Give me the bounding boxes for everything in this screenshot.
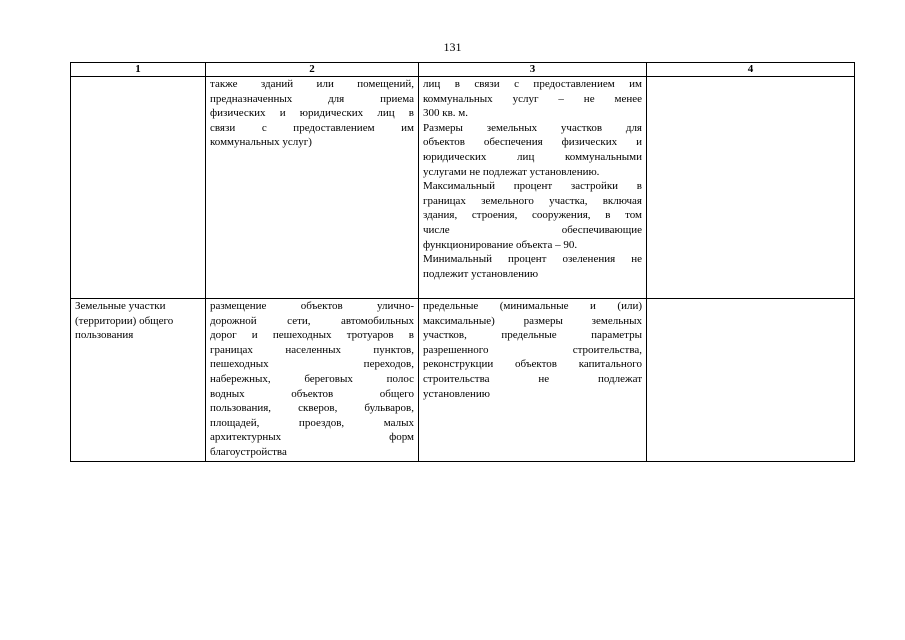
row1-notes-cell [647,77,855,299]
text-line: (территории) общего [75,314,174,327]
text-line: дорожной сети, автомобильных [210,314,414,327]
text-line: участков, предельные параметры [423,329,642,342]
text-line: связи с предоставлением им [210,121,414,134]
text-line: объектов обеспечения физических и [423,136,642,149]
text-line: коммунальных услуг – не менее [423,92,642,105]
text-line: предельные (минимальные и (или) [423,300,642,312]
text-line: границах земельного участка, включая [423,194,642,207]
text-line: лиц в связи с предоставлением им [423,78,642,90]
text-line: водных объектов общего [210,387,414,400]
text-line: подлежит установлению [423,267,539,280]
text-line: пешеходных переходов, [210,358,414,371]
text-line: Размеры земельных участков для [423,121,642,134]
text-line: здания, строения, сооружения, в том [423,209,642,222]
text-line: максимальные) размеры земельных [423,314,642,327]
text-line: пользования [75,329,134,342]
text-line: набережных, береговых полос [210,372,414,385]
text-line: числе обеспечивающие [423,223,642,236]
row2-permitted-use-cell [206,299,419,462]
text-line: Минимальный процент озеленения не [423,253,642,266]
text-line: дорог и пешеходных тротуаров в [210,329,414,342]
text-line: пользования, скверов, бульваров, [210,402,414,415]
row2-notes-cell [647,299,855,462]
text-line: функционирование объекта – 90. [423,238,578,251]
column-header-1: 1 [71,63,206,77]
text-line: физических и юридических лиц в [210,107,414,120]
text-line: Максимальный процент застройки в [423,180,642,193]
text-line: юридических лиц коммунальными [423,150,642,163]
column-header-2: 2 [206,63,419,77]
table-row [71,299,855,462]
row2-zone-cell [71,299,206,462]
page-number: 131 [443,40,462,54]
row1-zone-cell [71,77,206,299]
text-line: границах населенных пунктов, [210,343,414,356]
column-header-3: 3 [419,63,647,77]
text-line: размещение объектов улично- [210,300,414,312]
table-header-row [71,63,855,77]
text-line: строительства не подлежат [423,372,642,385]
row1-permitted-use-cell [206,77,419,299]
text-line: площадей, проездов, малых [210,416,414,429]
text-line: установлению [423,387,491,400]
column-header-4: 4 [647,63,855,77]
table-row [71,77,855,299]
text-line: коммунальных услуг) [210,136,312,149]
text-line: услугами не подлежат установлению. [423,165,600,178]
text-line: архитектурных форм [210,431,414,444]
text-line: разрешенного строительства, [423,343,642,356]
text-line: реконструкции объектов капитального [423,358,642,371]
row2-parameters-cell [419,299,647,462]
text-line: предназначенных для приема [210,92,414,105]
row1-parameters-cell [419,77,647,299]
text-line: 300 кв. м. [423,107,468,120]
zoning-regulations-table [70,62,855,462]
text-line: Земельные участки [75,300,166,312]
text-line: также зданий или помещений, [210,78,414,90]
text-line: благоустройства [210,445,287,458]
